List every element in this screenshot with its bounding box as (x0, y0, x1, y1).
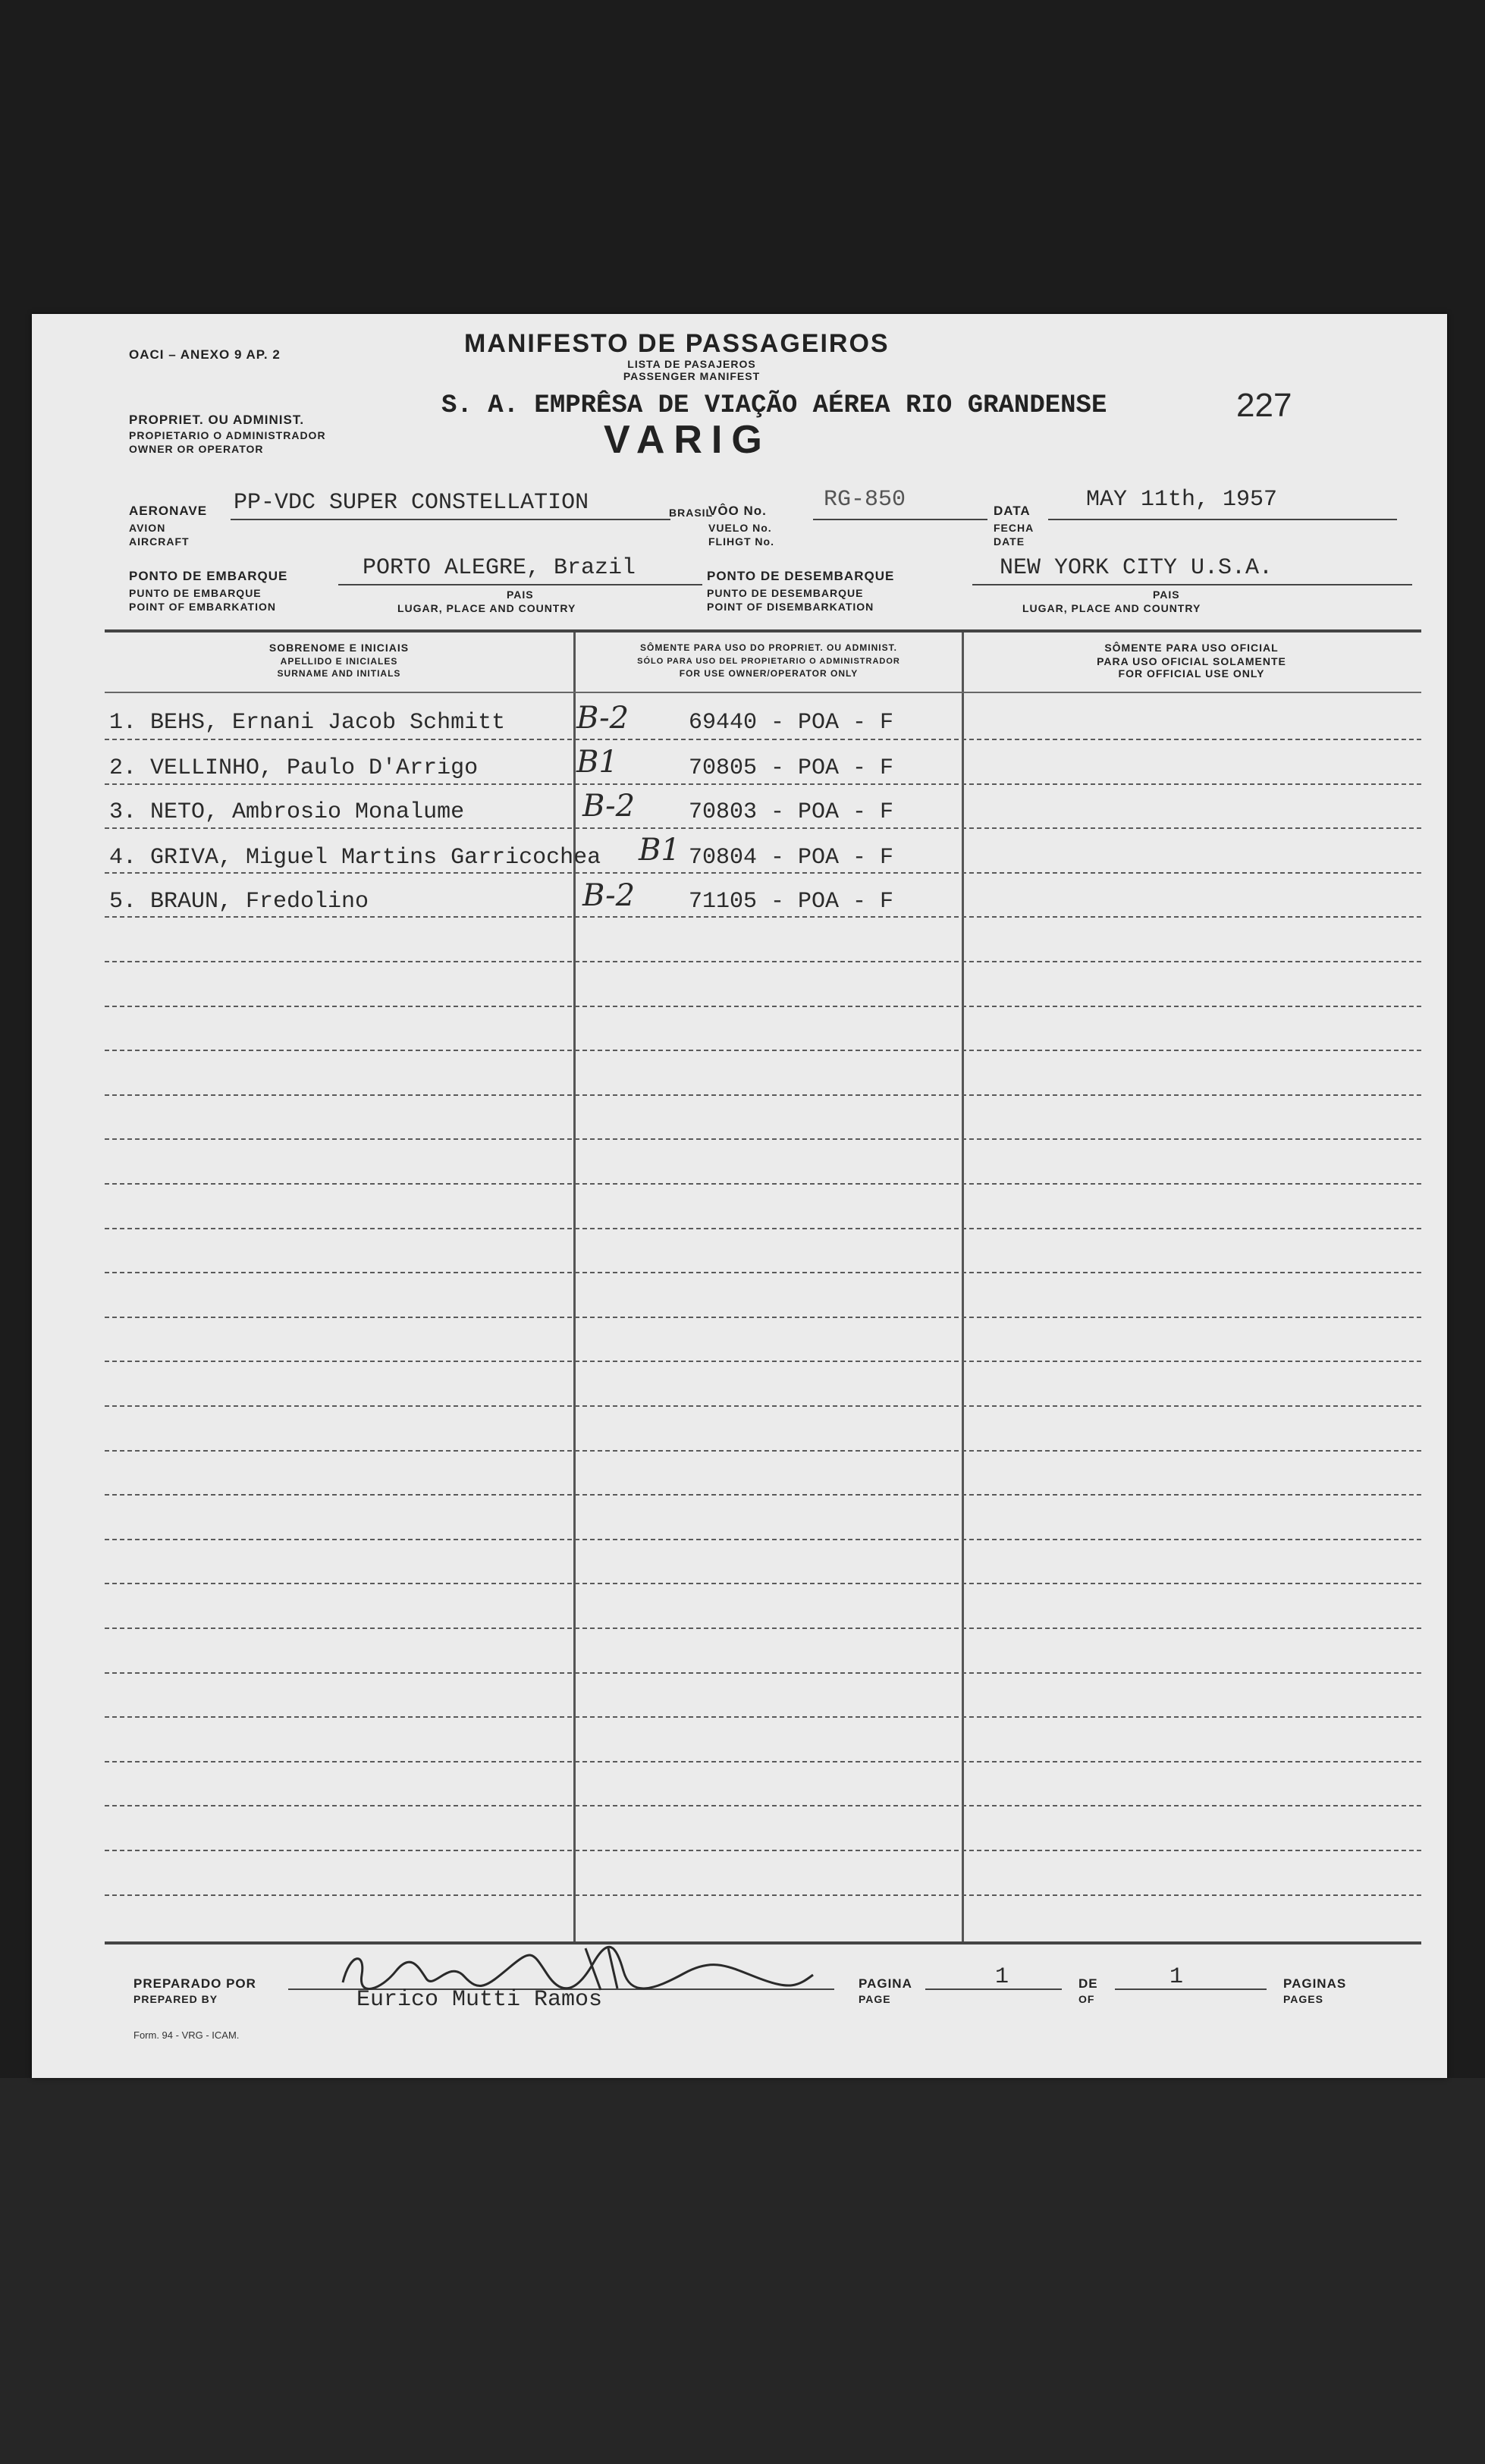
ticket-info-4: 70804 - POA - F (689, 845, 894, 871)
visa-mark-4: B1 (639, 833, 680, 868)
passenger-name-1: 1. BEHS, Ernani Jacob Schmitt (109, 710, 506, 736)
ruled-line (105, 961, 1421, 962)
ruled-line (105, 1450, 1421, 1452)
passenger-name-3: 3. NETO, Ambrosio Monalume (109, 799, 465, 825)
table-top-border (105, 629, 1421, 632)
col3-header-es: PARA USO OFICIAL SOLAMENTE (1097, 655, 1286, 667)
disembarkation-point: NEW YORK CITY U.S.A. (1000, 555, 1273, 581)
ruled-line (105, 1761, 1421, 1762)
col3-header-pt: SÔMENTE PARA USO OFICIAL (1104, 642, 1279, 654)
flight-label-pt: VÔO No. (708, 504, 767, 518)
date-label-es: FECHA (994, 522, 1034, 534)
ruled-line (105, 1228, 1421, 1229)
col2-header-es: SÓLO PARA USO DEL PROPIETARIO O ADMINISTRADOR (637, 657, 900, 666)
page-total: 1 (1169, 1964, 1184, 1990)
embark-sub-es: PAIS (507, 589, 534, 601)
embark-label-en: POINT OF EMBARKATION (129, 601, 276, 613)
ruled-line (105, 1272, 1421, 1273)
visa-mark-2: B1 (576, 745, 618, 780)
ruled-line (105, 1006, 1421, 1007)
ticket-info-5: 71105 - POA - F (689, 889, 894, 915)
form-title-es: LISTA DE PASAJEROS (627, 358, 756, 370)
ruled-line (105, 1805, 1421, 1806)
of-label-en: OF (1078, 1993, 1095, 2005)
ruled-line (105, 827, 1421, 829)
form-title-en: PASSENGER MANIFEST (623, 370, 761, 382)
ruled-line (105, 1317, 1421, 1318)
ruled-line (105, 872, 1421, 874)
owner-label-pt: PROPRIET. OU ADMINIST. (129, 413, 305, 427)
owner-label-es: PROPIETARIO O ADMINISTRADOR (129, 429, 326, 441)
page-number: 227 (1236, 387, 1292, 424)
aircraft-country: BRASIL (669, 507, 714, 519)
ruled-line (105, 1494, 1421, 1496)
pages-label-pt: PAGINAS (1283, 1976, 1347, 1991)
prepared-label-pt: PREPARADO POR (133, 1976, 256, 1991)
manifest-form (32, 314, 1447, 2078)
flight-label-es: VUELO No. (708, 522, 772, 534)
disembark-sub-en: LUGAR, PLACE AND COUNTRY (1022, 602, 1201, 614)
disembark-label-pt: PONTO DE DESEMBARQUE (707, 569, 895, 583)
aircraft-label-en: AIRCRAFT (129, 535, 190, 548)
header-separator (105, 692, 1421, 693)
ruled-line (105, 1850, 1421, 1851)
oaci-reference: OACI – ANEXO 9 AP. 2 (129, 347, 281, 362)
passenger-name-4: 4. GRIVA, Miguel Martins Garricochea (109, 845, 601, 871)
col2-header-en: FOR USE OWNER/OPERATOR ONLY (679, 668, 859, 679)
visa-mark-1: B-2 (576, 701, 629, 736)
aircraft-label-es: AVION (129, 522, 166, 534)
flight-label-en: FLIHGT No. (708, 535, 774, 548)
flight-date: MAY 11th, 1957 (1086, 487, 1278, 513)
form-title: MANIFESTO DE PASSAGEIROS (464, 329, 890, 358)
passenger-name-5: 5. BRAUN, Fredolino (109, 889, 369, 915)
page-label-en: PAGE (859, 1993, 891, 2005)
col3-header-en: FOR OFFICIAL USE ONLY (1118, 667, 1265, 680)
aircraft-label-pt: AERONAVE (129, 504, 208, 518)
date-label-pt: DATA (994, 504, 1031, 518)
passenger-name-2: 2. VELLINHO, Paulo D'Arrigo (109, 755, 479, 781)
ruled-line (105, 739, 1421, 740)
of-label-pt: DE (1078, 1976, 1098, 1991)
owner-label-en: OWNER OR OPERATOR (129, 443, 264, 455)
col1-header-pt: SOBRENOME E INICIAIS (268, 642, 410, 654)
disembark-label-es: PUNTO DE DESEMBARQUE (707, 587, 864, 599)
page-current: 1 (995, 1964, 1009, 1990)
visa-mark-5: B-2 (582, 878, 636, 913)
ruled-line (105, 916, 1421, 918)
preparer-name: Eurico Mutti Ramos (356, 1987, 603, 2013)
page-label-pt: PAGINA (859, 1976, 912, 1991)
date-label-en: DATE (994, 535, 1025, 548)
aircraft-value: PP-VDC SUPER CONSTELLATION (234, 490, 589, 516)
pages-label-en: PAGES (1283, 1993, 1323, 2005)
col2-header-pt: SÔMENTE PARA USO DO PROPRIET. OU ADMINIST. (640, 642, 897, 653)
scan-background (0, 2078, 1485, 2464)
company-logo: VARIG (604, 418, 771, 462)
ruled-line (105, 1138, 1421, 1140)
visa-mark-3: B-2 (582, 789, 636, 824)
ruled-line (105, 1716, 1421, 1718)
ruled-line (105, 1627, 1421, 1629)
embark-label-es: PUNTO DE EMBARQUE (129, 587, 262, 599)
ruled-line (105, 1050, 1421, 1051)
ruled-line (105, 1405, 1421, 1407)
ticket-info-2: 70805 - POA - F (689, 755, 894, 781)
prepared-label-en: PREPARED BY (133, 1993, 218, 2005)
col1-header-en: SURNAME AND INITIALS (277, 668, 401, 679)
ruled-line (105, 783, 1421, 785)
ruled-line (105, 1583, 1421, 1584)
embark-label-pt: PONTO DE EMBARQUE (129, 569, 288, 583)
flight-number: RG-850 (824, 487, 906, 513)
embark-sub-en: LUGAR, PLACE AND COUNTRY (397, 602, 576, 614)
ticket-info-1: 69440 - POA - F (689, 710, 894, 736)
form-code: Form. 94 - VRG - ICAM. (133, 2029, 240, 2041)
disembark-label-en: POINT OF DISEMBARKATION (707, 601, 874, 613)
embarkation-point: PORTO ALEGRE, Brazil (363, 555, 636, 581)
disembark-sub-es: PAIS (1153, 589, 1180, 601)
ruled-line (105, 1539, 1421, 1540)
ruled-line (105, 1672, 1421, 1674)
company-name: S. A. EMPRÊSA DE VIAÇÃO AÉREA RIO GRANDENSE (441, 391, 1107, 420)
ruled-line (105, 1894, 1421, 1896)
ruled-line (105, 1094, 1421, 1096)
ruled-line (105, 1183, 1421, 1185)
ticket-info-3: 70803 - POA - F (689, 799, 894, 825)
ruled-line (105, 1361, 1421, 1362)
col1-header-es: APELLIDO E INICIALES (280, 656, 398, 667)
